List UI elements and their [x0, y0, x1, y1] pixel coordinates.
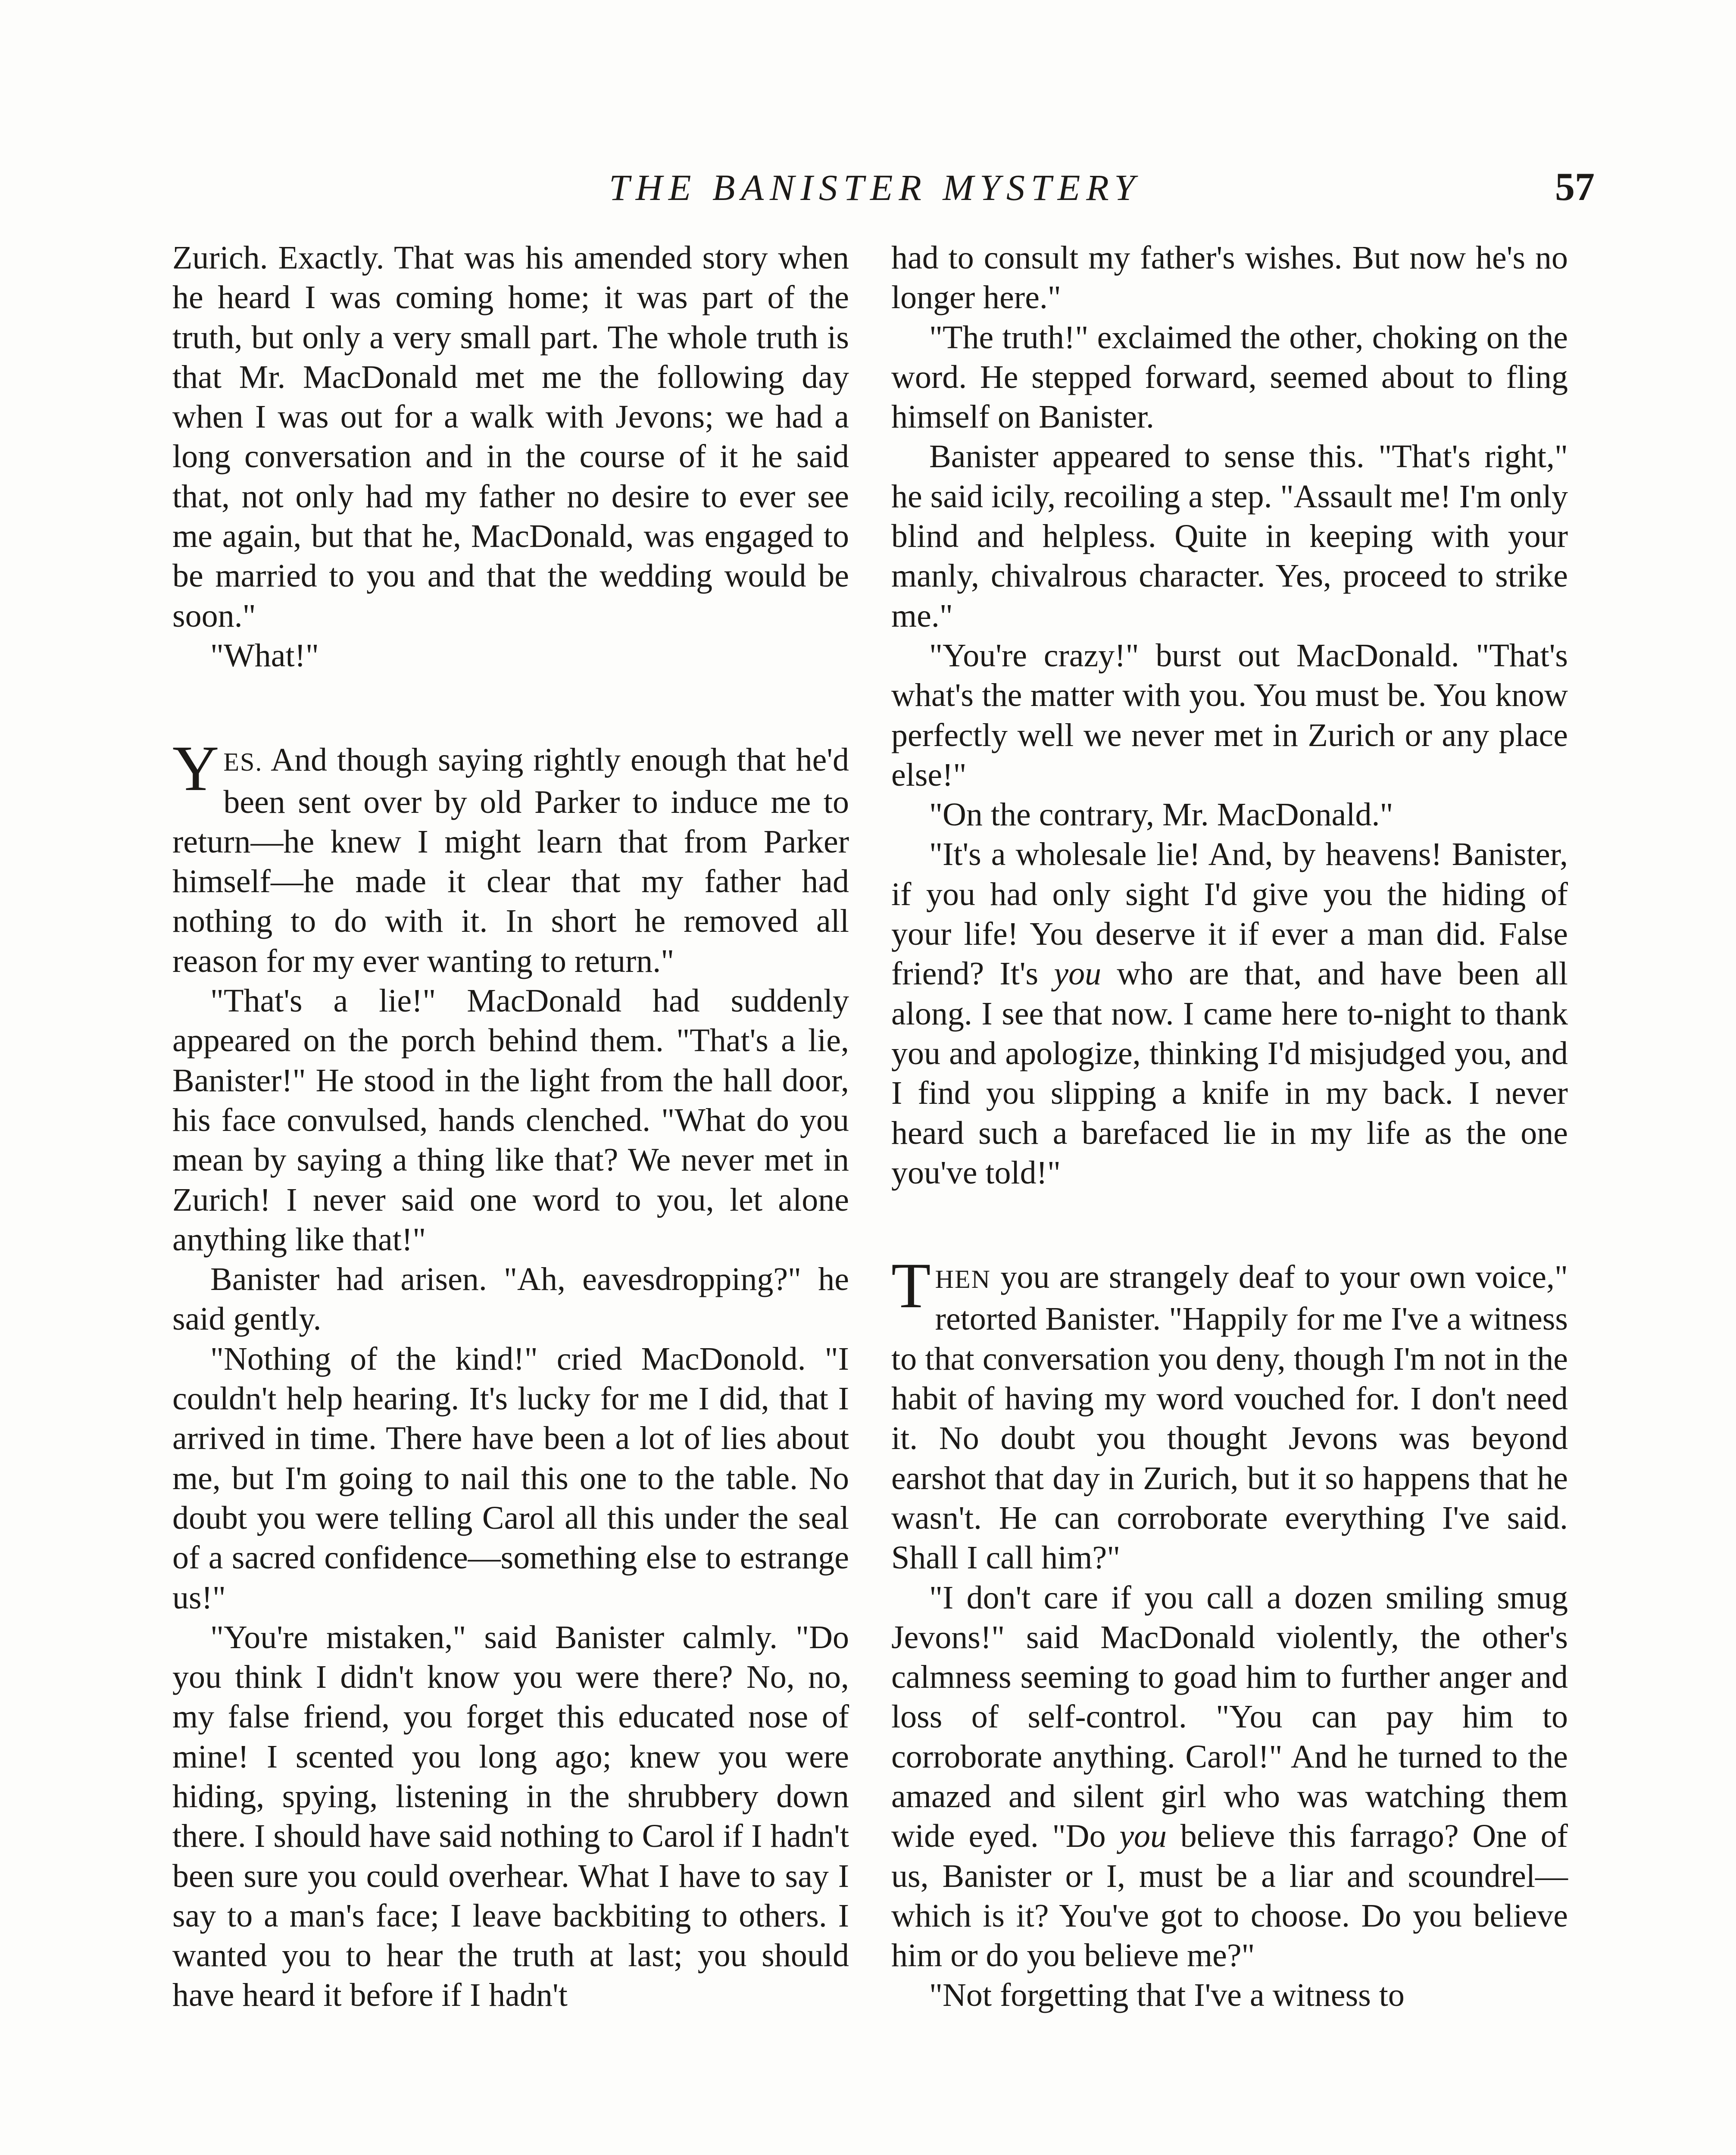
emphasis: you [1119, 1818, 1167, 1855]
emphasis: you [1054, 956, 1102, 992]
running-head-title: THE BANISTER MYSTERY [609, 167, 1141, 208]
small-caps-lead: ES. [223, 748, 263, 777]
paragraph: "The truth!" exclaimed the other, choking on the word. He stepped forward, seemed about to fling himself on Banister. [891, 319, 1568, 435]
section-paragraph [891, 1250, 1568, 1577]
paragraph [891, 1578, 1568, 1976]
small-caps-lead: HEN [935, 1265, 991, 1294]
section-paragraph [172, 733, 849, 981]
drop-cap: T [891, 1250, 931, 1322]
paragraph: "On the contrary, Mr. MacDonald." [929, 796, 1393, 833]
paragraph-text: "I don't care if you call a dozen smiling smug Jevons!" said MacDonald violently, the other's calmness seeming to goad him to further anger and loss of self-control. "You can pay him to corroborate anything. Carol!" And he turned to the amazed and silent girl who was watching them wide eyed. "Do [891, 1579, 1568, 1855]
drop-cap: Y [172, 733, 219, 805]
paragraph-text: believe this farrago? One of us, Banister or I, must be a liar and scoundrel—which is it? You've got to choose. Do you believe him or do you believe me?" [891, 1818, 1568, 1974]
paragraph: "You're crazy!" burst out MacDonald. "That's what's the matter with you. You must be. You know perfectly well we never met in Zurich or any place else!" [891, 637, 1568, 793]
paragraph: "Not forgetting that I've a witness to [929, 1977, 1405, 2014]
paragraph: "You're mistaken," said Banister calmly. "Do you think I didn't know you were there? No, no, my false friend, you forget this educated nose of mine! I scented you long ago; knew you were hiding, spying, listening in the shrubbery down there. I should have said nothing to Carol if I hadn't been sure you could overhear. What I have to say I say to a man's face; I leave backbiting to others. I wanted you to hear the truth at last; you should have heard it before if I hadn't [172, 1619, 849, 2014]
paragraph: Zurich. Exactly. That was his amended story when he heard I was coming home; it was part of the truth, but only a very small part. The whole truth is that Mr. MacDonald met me the following day when I was out for a walk with Jevons; we had a long conversation and in the course of it he said that, not only had my father no desire to ever see me again, but that he, MacDonald, was engaged to be married to you and that the wedding would be soon." [172, 240, 849, 634]
paragraph: "Nothing of the kind!" cried MacDonold. "I couldn't help hearing. It's lucky for me I did, that I arrived in time. There have been a lot of lies about me, but I'm going to nail this one to the table. No doubt you were telling Carol all this under the seal of a sacred confidence—something else to estrange us!" [172, 1340, 849, 1616]
paragraph: had to consult my father's wishes. But now he's no longer here." [891, 240, 1568, 316]
paragraph: Banister had arisen. "Ah, eavesdropping?" he said gently. [172, 1261, 849, 1337]
paragraph-text: And though saying rightly enough that he'd been sent over by old Parker to induce me to return—he knew I might learn that from Parker himself—he made it clear that my father had nothing to do with it. In short he removed all reason for my ever wanting to return." [172, 742, 849, 979]
paragraph: "What!" [210, 637, 319, 674]
paragraph-text: "It's a wholesale lie! And, by heavens! Banister, if you had only sight I'd give you the hiding of your life! You deserve it if ever a man did. False friend? It's [891, 836, 1568, 992]
right-column [891, 238, 1568, 2015]
paragraph [891, 834, 1568, 1193]
page-number: 57 [1555, 165, 1595, 209]
paragraph: "That's a lie!" MacDonald had suddenly appeared on the porch behind them. "That's a lie, Banister!" He stood in the light from the hall door, his face convulsed, hands clenched. "What do you mean by saying a thing like that? We never met in Zurich! I never said one word to you, let alone anything like that!" [172, 983, 849, 1258]
left-column [172, 238, 849, 2015]
paragraph-text: who are that, and have been all along. I see that now. I came here to-night to thank you and apologize, thinking I'd misjudged you, and I find you slipping a knife in my back. I never heard such a barefaced lie in my life as the one you've told!" [891, 956, 1568, 1191]
paragraph: Banister appeared to sense this. "That's right," he said icily, recoiling a step. "Assault me! I'm only blind and helpless. Quite in keeping with your manly, chivalrous character. Yes, proceed to strike me." [891, 438, 1568, 634]
paragraph-text: you are strangely deaf to your own voice," retorted Banister. "Happily for me I've a witness to that conversation you deny, though I'm not in the habit of having my word vouched for. I don't need it. No doubt you thought Jevons was beyond earshot that day in Zurich, but it so happens that he wasn't. He can corroborate everything I've said. Shall I call him?" [891, 1259, 1568, 1576]
